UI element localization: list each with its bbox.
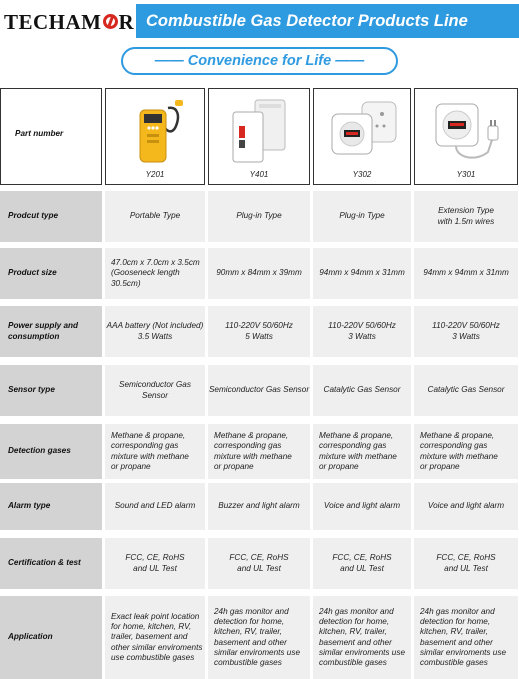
- product-name-y201: Y201: [145, 170, 165, 179]
- table-row: [0, 365, 519, 416]
- row-label: Power supply and consumption: [0, 306, 102, 357]
- slogan: —— Convenience for Life ——: [121, 47, 398, 75]
- plugin-detector-icon: [219, 96, 299, 168]
- table-cell: Methane & propane, corresponding gas mixture with methane or propane: [105, 424, 205, 479]
- row-label: Application: [0, 596, 102, 679]
- table-cell: FCC, CE, RoHS and UL Test: [105, 538, 205, 589]
- product-cell-y302: [313, 88, 411, 185]
- part-number-header: [0, 88, 102, 185]
- table-cell: 110-220V 50/60Hz 3 Watts: [414, 306, 518, 357]
- logo-text-post: R: [118, 10, 135, 34]
- table-row: [0, 191, 519, 242]
- row-label: Product size: [0, 248, 102, 299]
- table-cell: 110-220V 50/60Hz 3 Watts: [313, 306, 411, 357]
- brand-logo: [4, 10, 134, 35]
- table-cell: FCC, CE, RoHS and UL Test: [313, 538, 411, 589]
- table-cell: Catalytic Gas Sensor: [313, 365, 411, 416]
- table-cell: Portable Type: [105, 191, 205, 242]
- table-cell: 94mm x 94mm x 31mm: [414, 248, 518, 299]
- table-cell: 24h gas monitor and detection for home, kitchen, RV, trailer, basement and other similar enviroments use combustible gases: [313, 596, 411, 679]
- table-row: [0, 483, 519, 530]
- row-label: Sensor type: [0, 365, 102, 416]
- product-name-y401: Y401: [249, 170, 269, 179]
- table-cell: 94mm x 94mm x 31mm: [313, 248, 411, 299]
- portable-detector-icon: [120, 96, 190, 168]
- table-cell: 24h gas monitor and detection for home, kitchen, RV, trailer, basement and other similar enviroments use combustible gases: [414, 596, 518, 679]
- row-label: Prodcut type: [0, 191, 102, 242]
- table-cell: 47.0cm x 7.0cm x 3.5cm (Gooseneck length 30.5cm): [105, 248, 205, 299]
- row-label: Certification & test: [0, 538, 102, 589]
- part-number-label: Part number: [15, 129, 64, 139]
- table-cell: 90mm x 84mm x 39mm: [208, 248, 310, 299]
- table-cell: AAA battery (Not included) 3.5 Watts: [105, 306, 205, 357]
- table-cell: Exact leak point location for home, kitchen, RV, trailer, basement and other similar enviroments use combustible gases: [105, 596, 205, 679]
- power-icon: [103, 14, 118, 29]
- table-cell: Semiconductor Gas Sensor: [105, 365, 205, 416]
- table-row: [0, 538, 519, 589]
- table-cell: Voice and light alarm: [313, 483, 411, 530]
- table-cell: Buzzer and light alarm: [208, 483, 310, 530]
- table-row: [0, 248, 519, 299]
- table-cell: Voice and light alarm: [414, 483, 518, 530]
- table-cell: 24h gas monitor and detection for home, kitchen, RV, trailer, basement and other similar enviroments use combustible gases: [208, 596, 310, 679]
- table-cell: Sound and LED alarm: [105, 483, 205, 530]
- table-cell: Methane & propane, corresponding gas mixture with methane or propane: [414, 424, 518, 479]
- table-cell: FCC, CE, RoHS and UL Test: [414, 538, 518, 589]
- page-title: Combustible Gas Detector Products Line: [136, 4, 519, 38]
- table-cell: Plug-in Type: [313, 191, 411, 242]
- header: [0, 4, 519, 38]
- table-cell: Methane & propane, corresponding gas mixture with methane or propane: [313, 424, 411, 479]
- table-row: [0, 306, 519, 357]
- extension-detector-icon: [426, 96, 506, 168]
- product-name-y302: Y302: [352, 170, 372, 179]
- row-label: Detection gases: [0, 424, 102, 479]
- row-label: Alarm type: [0, 483, 102, 530]
- table-cell: 110-220V 50/60Hz 5 Watts: [208, 306, 310, 357]
- table-row: [0, 596, 519, 679]
- product-cell-y201: [105, 88, 205, 185]
- table-cell: Methane & propane, corresponding gas mixture with methane or propane: [208, 424, 310, 479]
- product-cell-y301: [414, 88, 518, 185]
- table-cell: Plug-in Type: [208, 191, 310, 242]
- product-image-row: [0, 88, 519, 185]
- table-cell: Extension Type with 1.5m wires: [414, 191, 518, 242]
- product-name-y301: Y301: [456, 170, 476, 179]
- wall-detector-icon: [322, 96, 402, 168]
- logo-text-pre: TECHAM: [4, 10, 102, 34]
- product-cell-y401: [208, 88, 310, 185]
- table-row: [0, 424, 519, 479]
- table-cell: Semiconductor Gas Sensor: [208, 365, 310, 416]
- table-cell: FCC, CE, RoHS and UL Test: [208, 538, 310, 589]
- table-cell: Catalytic Gas Sensor: [414, 365, 518, 416]
